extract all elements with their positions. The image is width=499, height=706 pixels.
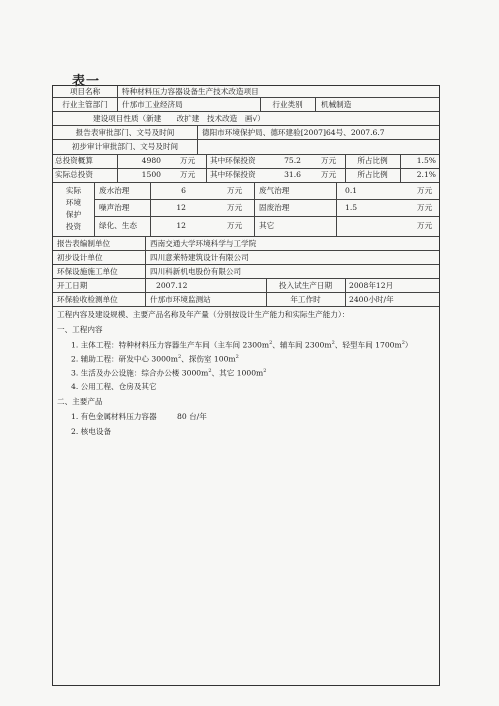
monitor-unit-value: 什邡市环境监测站 [150, 295, 211, 304]
noise-unit: 万元 [227, 203, 243, 212]
row-line [53, 168, 439, 169]
approval-value: 德阳市环境保护局、德环建验[2007]64号、2007.6.7 [202, 128, 385, 137]
solid-unit: 万元 [417, 203, 433, 212]
actual-env-value: 31.6 [284, 170, 301, 179]
project-name-label: 项目名称 [69, 87, 101, 96]
page-title: 表一 [72, 74, 101, 89]
actual-ratio-label: 所占比例 [357, 170, 388, 179]
col-line [197, 125, 198, 139]
product-pressure-vessel-qty: 80 台/年 [177, 412, 207, 421]
row-line [53, 236, 439, 237]
item-living-office: 3. 生活及办公设施：综合办公楼 $3000m^2$、其它 $1000m^2$ [71, 368, 267, 378]
solid-value: 1.5 [345, 203, 358, 212]
info-table [52, 85, 440, 686]
water-value: 6 [181, 186, 186, 195]
row-line [53, 125, 439, 126]
hours-value: 2400小时/年 [349, 295, 394, 304]
content-heading: 工程内容及建设规模、主要产品名称及年产量（分别按设计生产能力和实际生产能力）： [57, 310, 350, 319]
item-public-works: 4. 公用工程、仓房及其它 [71, 382, 157, 391]
col-line [145, 236, 146, 306]
prelim-label: 初步审计审批部门、文号及时间 [71, 142, 179, 151]
budget-ratio-value: 1.5% [416, 156, 436, 165]
col-line [206, 154, 207, 182]
dept-label: 行业主管部门 [62, 100, 108, 109]
noise-label: 噪声治理 [99, 203, 130, 212]
trial-date-value: 2008年12月 [349, 281, 394, 290]
actual-label: 实际总投资 [55, 170, 93, 179]
construct-unit-value: 四川科新机电股份有限公司 [150, 267, 242, 276]
gas-value: 0.1 [345, 186, 358, 195]
water-unit: 万元 [227, 186, 243, 195]
product-nuclear: 2. 核电设备 [71, 427, 112, 436]
monitor-unit-label: 环保验收检测单位 [57, 295, 118, 304]
row-line [94, 199, 439, 200]
budget-env-value: 75.2 [284, 156, 301, 165]
item-aux-project: 2. 辅助工程：研发中心 $3000m^2$、探伤室 $100m^2$ [71, 354, 239, 364]
product-pressure-vessel: 1. 有色金属材料压力容器 [71, 412, 157, 421]
industry-value: 机械制造 [321, 100, 352, 109]
actual-env-unit: 万元 [321, 170, 337, 179]
col-line [94, 182, 95, 236]
noise-value: 12 [176, 203, 186, 212]
col-line [117, 86, 118, 111]
design-unit-value: 四川意莱特建筑设计有限公司 [150, 253, 249, 262]
actual-ratio-value: 2.1% [416, 170, 436, 179]
water-label: 废水治理 [99, 186, 130, 195]
design-unit-label: 初步设计单位 [57, 253, 103, 262]
row-line [53, 97, 439, 98]
green-value: 12 [176, 221, 186, 230]
col-line [345, 278, 346, 306]
hours-label: 年工作时 [290, 295, 321, 304]
budget-value: 4980 [141, 156, 161, 165]
start-date-label: 开工日期 [57, 281, 88, 290]
env-invest-side-label: 投资 [65, 222, 82, 231]
dept-value: 什邡市工业经济局 [122, 100, 183, 109]
budget-env-label: 其中环保投资 [210, 156, 256, 165]
section-products: 二、主要产品 [57, 397, 103, 406]
budget-label: 总投资概算 [55, 156, 93, 165]
gas-label: 废气治理 [259, 186, 290, 195]
construct-unit-label: 环保设施施工单位 [57, 267, 118, 276]
actual-unit: 万元 [180, 170, 196, 179]
row-line [53, 154, 439, 155]
solid-label: 固废治理 [259, 203, 290, 212]
start-date-value: 2007.12 [156, 281, 188, 290]
item-main-project: 1. 主体工程：特种材料压力容器生产车间（主车间 $2300m^2$、辅车间 $2300m^2$、轻型车间 $1700m^2$） [71, 340, 413, 350]
industry-label: 行业类别 [272, 100, 303, 109]
budget-ratio-label: 所占比例 [357, 156, 388, 165]
project-name-value: 特种材料压力容器设备生产技术改造项目 [122, 87, 259, 96]
row-line [53, 250, 439, 251]
green-label: 绿化、生态 [99, 221, 137, 230]
budget-env-unit: 万元 [321, 156, 337, 165]
nature-label: 建设项目性质（新建 改扩建 技术改造 画√） [93, 114, 265, 123]
actual-env-label: 其中环保投资 [210, 170, 256, 179]
col-line [254, 182, 255, 236]
gas-unit: 万元 [417, 186, 433, 195]
env-invest-side-label: 实际 [65, 186, 82, 195]
row-line [53, 111, 439, 112]
col-line [315, 97, 316, 111]
row-line [53, 264, 439, 265]
row-line [94, 216, 439, 217]
section-engineering: 一、工程内容 [57, 325, 103, 334]
col-line [336, 182, 337, 236]
row-line [53, 278, 439, 279]
row-line [53, 139, 439, 140]
row-line [53, 182, 439, 183]
row-line [53, 306, 439, 307]
col-line [197, 139, 198, 154]
green-unit: 万元 [227, 221, 243, 230]
env-invest-side-label: 环境 [65, 198, 82, 207]
report-unit-label: 报告表编制单位 [57, 239, 111, 248]
trial-date-label: 投入试生产日期 [278, 281, 333, 290]
row-line [53, 292, 439, 293]
budget-unit: 万元 [180, 156, 196, 165]
actual-value: 1500 [141, 170, 161, 179]
report-unit-value: 西南交通大学环境科学与工学院 [150, 239, 257, 248]
env-invest-side-label: 保护 [65, 210, 82, 219]
approval-label: 报告表审批部门、文号及时间 [75, 128, 175, 137]
other-unit: 万元 [417, 221, 433, 230]
other-label: 其它 [259, 221, 275, 230]
